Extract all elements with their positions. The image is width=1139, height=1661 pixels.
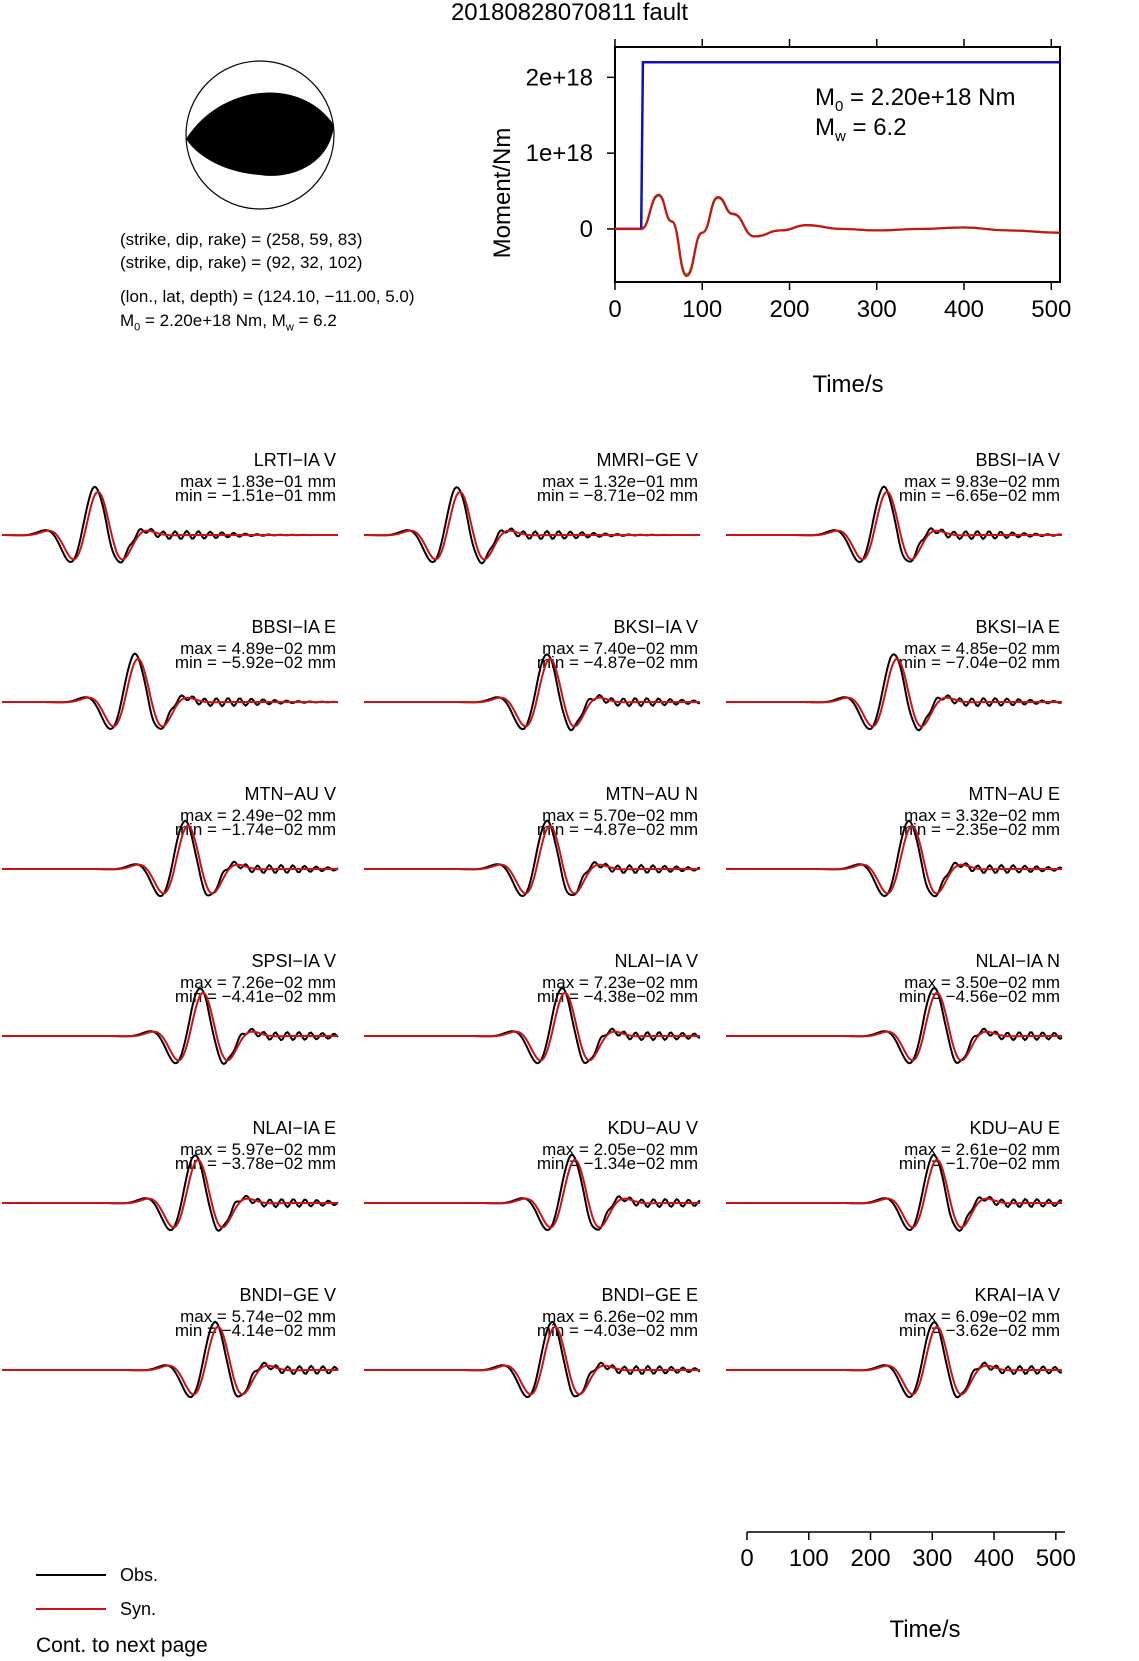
max-amplitude: max = 1.83e−01 mm	[180, 472, 336, 491]
waveform-panel	[2, 450, 338, 563]
waveform-panel	[726, 450, 1062, 562]
waveform-panel	[2, 951, 338, 1064]
min-amplitude: min = −4.56e−02 mm	[898, 987, 1060, 1006]
max-amplitude: max = 9.83e−02 mm	[904, 472, 1060, 491]
time-axis-tick-label: 400	[974, 1545, 1015, 1572]
station-label: MTN−AU N	[605, 784, 698, 804]
max-amplitude: max = 4.85e−02 mm	[904, 639, 1060, 658]
max-amplitude: max = 6.09e−02 mm	[904, 1307, 1060, 1326]
station-label: KRAI−IA V	[974, 1285, 1060, 1305]
station-label: KDU−AU E	[969, 1118, 1060, 1138]
legend	[30, 1565, 190, 1625]
station-label: BNDI−GE E	[601, 1285, 698, 1305]
station-label: MMRI−GE V	[596, 450, 698, 470]
min-amplitude: min = −1.34e−02 mm	[536, 1154, 698, 1173]
stf-annotation-mw: $M_w = 6.2$	[815, 114, 907, 145]
min-amplitude: min = −4.03e−02 mm	[536, 1321, 698, 1340]
station-label: KDU−AU V	[607, 1118, 698, 1138]
stf-x-tick-label: 100	[682, 296, 723, 323]
station-label: BKSI−IA E	[975, 617, 1060, 637]
time-axis-tick-label: 0	[740, 1545, 754, 1572]
min-amplitude: min = −8.71e−02 mm	[536, 486, 698, 505]
station-label: BBSI−IA E	[251, 617, 336, 637]
station-label: BBSI−IA V	[975, 450, 1060, 470]
stf-x-tick-label: 0	[608, 296, 622, 323]
time-axis-tick-label: 200	[850, 1545, 891, 1572]
moment-magnitude-line: $M_0 = 2.20e+18$ Nm, $M_w = 6.2$	[120, 311, 337, 334]
stf-y-tick-label: 0	[579, 215, 593, 243]
waveform-panel	[2, 1118, 338, 1231]
min-amplitude: min = −4.41e−02 mm	[174, 987, 336, 1006]
stf-y-tick-label: 1e+18	[525, 140, 593, 168]
station-label: MTN−AU E	[968, 784, 1060, 804]
waveform-panel	[364, 951, 700, 1063]
waveform-panel	[2, 784, 338, 896]
stf-y-label: Moment/Nm	[489, 127, 516, 259]
stf-x-tick-label: 400	[943, 296, 985, 323]
max-amplitude: max = 7.23e−02 mm	[542, 973, 698, 992]
station-label: MTN−AU V	[244, 784, 336, 804]
min-amplitude: min = −3.78e−02 mm	[174, 1154, 336, 1173]
min-amplitude: min = −7.04e−02 mm	[898, 653, 1060, 672]
stf-x-tick-label: 300	[856, 296, 897, 323]
focal-mechanism-beachball	[180, 55, 340, 215]
legend-obs-label: Obs.	[120, 1565, 159, 1585]
waveform-panel	[726, 1118, 1062, 1231]
min-amplitude: min = −4.87e−02 mm	[536, 820, 698, 839]
stf-plot-frame	[615, 47, 1060, 282]
time-axis-tick-label: 300	[912, 1545, 953, 1572]
waveform-panel	[364, 617, 700, 730]
waveform-panel	[364, 450, 700, 563]
max-amplitude: max = 5.97e−02 mm	[180, 1140, 336, 1159]
max-amplitude: max = 4.89e−02 mm	[180, 639, 336, 658]
nodal-plane-2: (strike, dip, rake) = (92, 32, 102)	[120, 253, 363, 272]
waveform-panel	[726, 951, 1062, 1063]
max-amplitude: max = 2.61e−02 mm	[904, 1140, 1060, 1159]
continued-note: Cont. to next page	[36, 1634, 208, 1657]
min-amplitude: min = −6.65e−02 mm	[898, 486, 1060, 505]
max-amplitude: max = 5.70e−02 mm	[542, 806, 698, 825]
waveform-panel	[364, 1285, 700, 1397]
waveform-panel	[726, 617, 1062, 730]
min-amplitude: min = −4.87e−02 mm	[536, 653, 698, 672]
max-amplitude: max = 3.32e−02 mm	[904, 806, 1060, 825]
stf-y-tick-label: 2e+18	[525, 64, 593, 92]
waveform-time-axis	[740, 1520, 1139, 1660]
waveform-panel	[726, 1285, 1062, 1397]
figure-title: 20180828070811 fault	[450, 0, 689, 26]
stf-x-tick-label: 500	[1031, 296, 1072, 323]
waveform-panel	[364, 1118, 700, 1230]
min-amplitude: min = −3.62e−02 mm	[898, 1321, 1060, 1340]
min-amplitude: min = −1.51e−01 mm	[174, 486, 336, 505]
stf-moment-rate-red	[615, 195, 1060, 276]
min-amplitude: min = −4.14e−02 mm	[174, 1321, 336, 1340]
station-label: BNDI−GE V	[239, 1285, 336, 1305]
max-amplitude: max = 1.32e−01 mm	[542, 472, 698, 491]
nodal-plane-1: (strike, dip, rake) = (258, 59, 83)	[120, 230, 363, 249]
stf-x-tick-label: 200	[769, 296, 810, 323]
legend-syn-label: Syn.	[120, 1599, 157, 1619]
waveform-panels	[0, 440, 1139, 1520]
max-amplitude: max = 7.40e−02 mm	[542, 639, 698, 658]
waveform-panel	[2, 617, 338, 729]
station-label: NLAI−IA V	[614, 951, 698, 971]
station-label: NLAI−IA E	[252, 1118, 336, 1138]
waveform-panel	[2, 1285, 338, 1397]
min-amplitude: min = −2.35e−02 mm	[898, 820, 1060, 839]
stf-x-label: Time/s	[812, 371, 884, 398]
max-amplitude: max = 2.49e−02 mm	[180, 806, 336, 825]
event-location: (lon., lat, depth) = (124.10, −11.00, 5.0)	[120, 287, 415, 306]
max-amplitude: max = 7.26e−02 mm	[180, 973, 336, 992]
min-amplitude: min = −5.92e−02 mm	[174, 653, 336, 672]
time-axis-tick-label: 500	[1035, 1545, 1076, 1572]
station-label: LRTI−IA V	[253, 450, 336, 470]
time-axis-label: Time/s	[889, 1616, 961, 1643]
station-label: NLAI−IA N	[975, 951, 1060, 971]
min-amplitude: min = −4.38e−02 mm	[536, 987, 698, 1006]
time-axis-tick-label: 100	[788, 1545, 829, 1572]
waveform-panel	[726, 784, 1062, 896]
max-amplitude: max = 5.74e−02 mm	[180, 1307, 336, 1326]
min-amplitude: min = −1.70e−02 mm	[898, 1154, 1060, 1173]
min-amplitude: min = −1.74e−02 mm	[174, 820, 336, 839]
waveform-panel	[364, 784, 700, 896]
max-amplitude: max = 3.50e−02 mm	[904, 973, 1060, 992]
station-label: SPSI−IA V	[251, 951, 336, 971]
station-label: BKSI−IA V	[613, 617, 698, 637]
moment-rate-chart	[480, 30, 1139, 410]
max-amplitude: max = 6.26e−02 mm	[542, 1307, 698, 1326]
max-amplitude: max = 2.05e−02 mm	[542, 1140, 698, 1159]
stf-annotation-m0: $M_0 = 2.20e+18$ Nm	[815, 84, 1016, 115]
